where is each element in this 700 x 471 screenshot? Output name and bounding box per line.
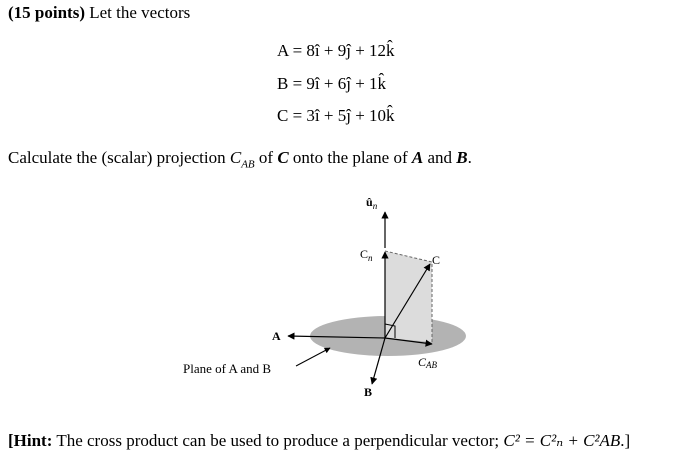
projection-rectangle [385, 251, 432, 342]
hint-formula: C² = C²ₙ + C²AB [503, 431, 621, 450]
question-vec-a: A [411, 148, 424, 167]
hint-label: [Hint: [8, 431, 53, 450]
plane-label: Plane of A and B [183, 361, 272, 376]
equation-c: C = 3î + 5ĵ + 10k̂ [277, 106, 395, 125]
cab-label: CAB [418, 355, 438, 370]
question-symbol: $C_{AB}$ [229, 148, 255, 171]
un-label: $û_n$ [366, 195, 378, 211]
question-vec-c: C [277, 148, 289, 167]
hint-end: .] [620, 431, 631, 450]
b-label: B [364, 385, 373, 399]
question-vec-b: B [456, 148, 468, 167]
question-mid: of [254, 148, 278, 167]
a-label: A [272, 329, 281, 343]
plane-label-pointer [296, 348, 330, 366]
question-pre: Calculate the (scalar) projection [8, 148, 230, 167]
question-and: and [423, 148, 457, 167]
question-mid2: onto the plane of [288, 148, 412, 167]
equation-b: B = 9î + 6ĵ + 1k̂ [277, 74, 387, 93]
c-label: C [432, 253, 441, 267]
equation-a: A = 8î + 9ĵ + 12k̂ [277, 41, 395, 60]
intro-text: Let the vectors [89, 3, 191, 22]
hint-text [8, 431, 630, 451]
points-label: (15 points) [8, 3, 85, 22]
hint-body: The cross product can be used to produce a perpendicular vector; [52, 431, 504, 450]
question-end: . [467, 148, 472, 167]
cn-label: $C_n$ [360, 247, 373, 263]
